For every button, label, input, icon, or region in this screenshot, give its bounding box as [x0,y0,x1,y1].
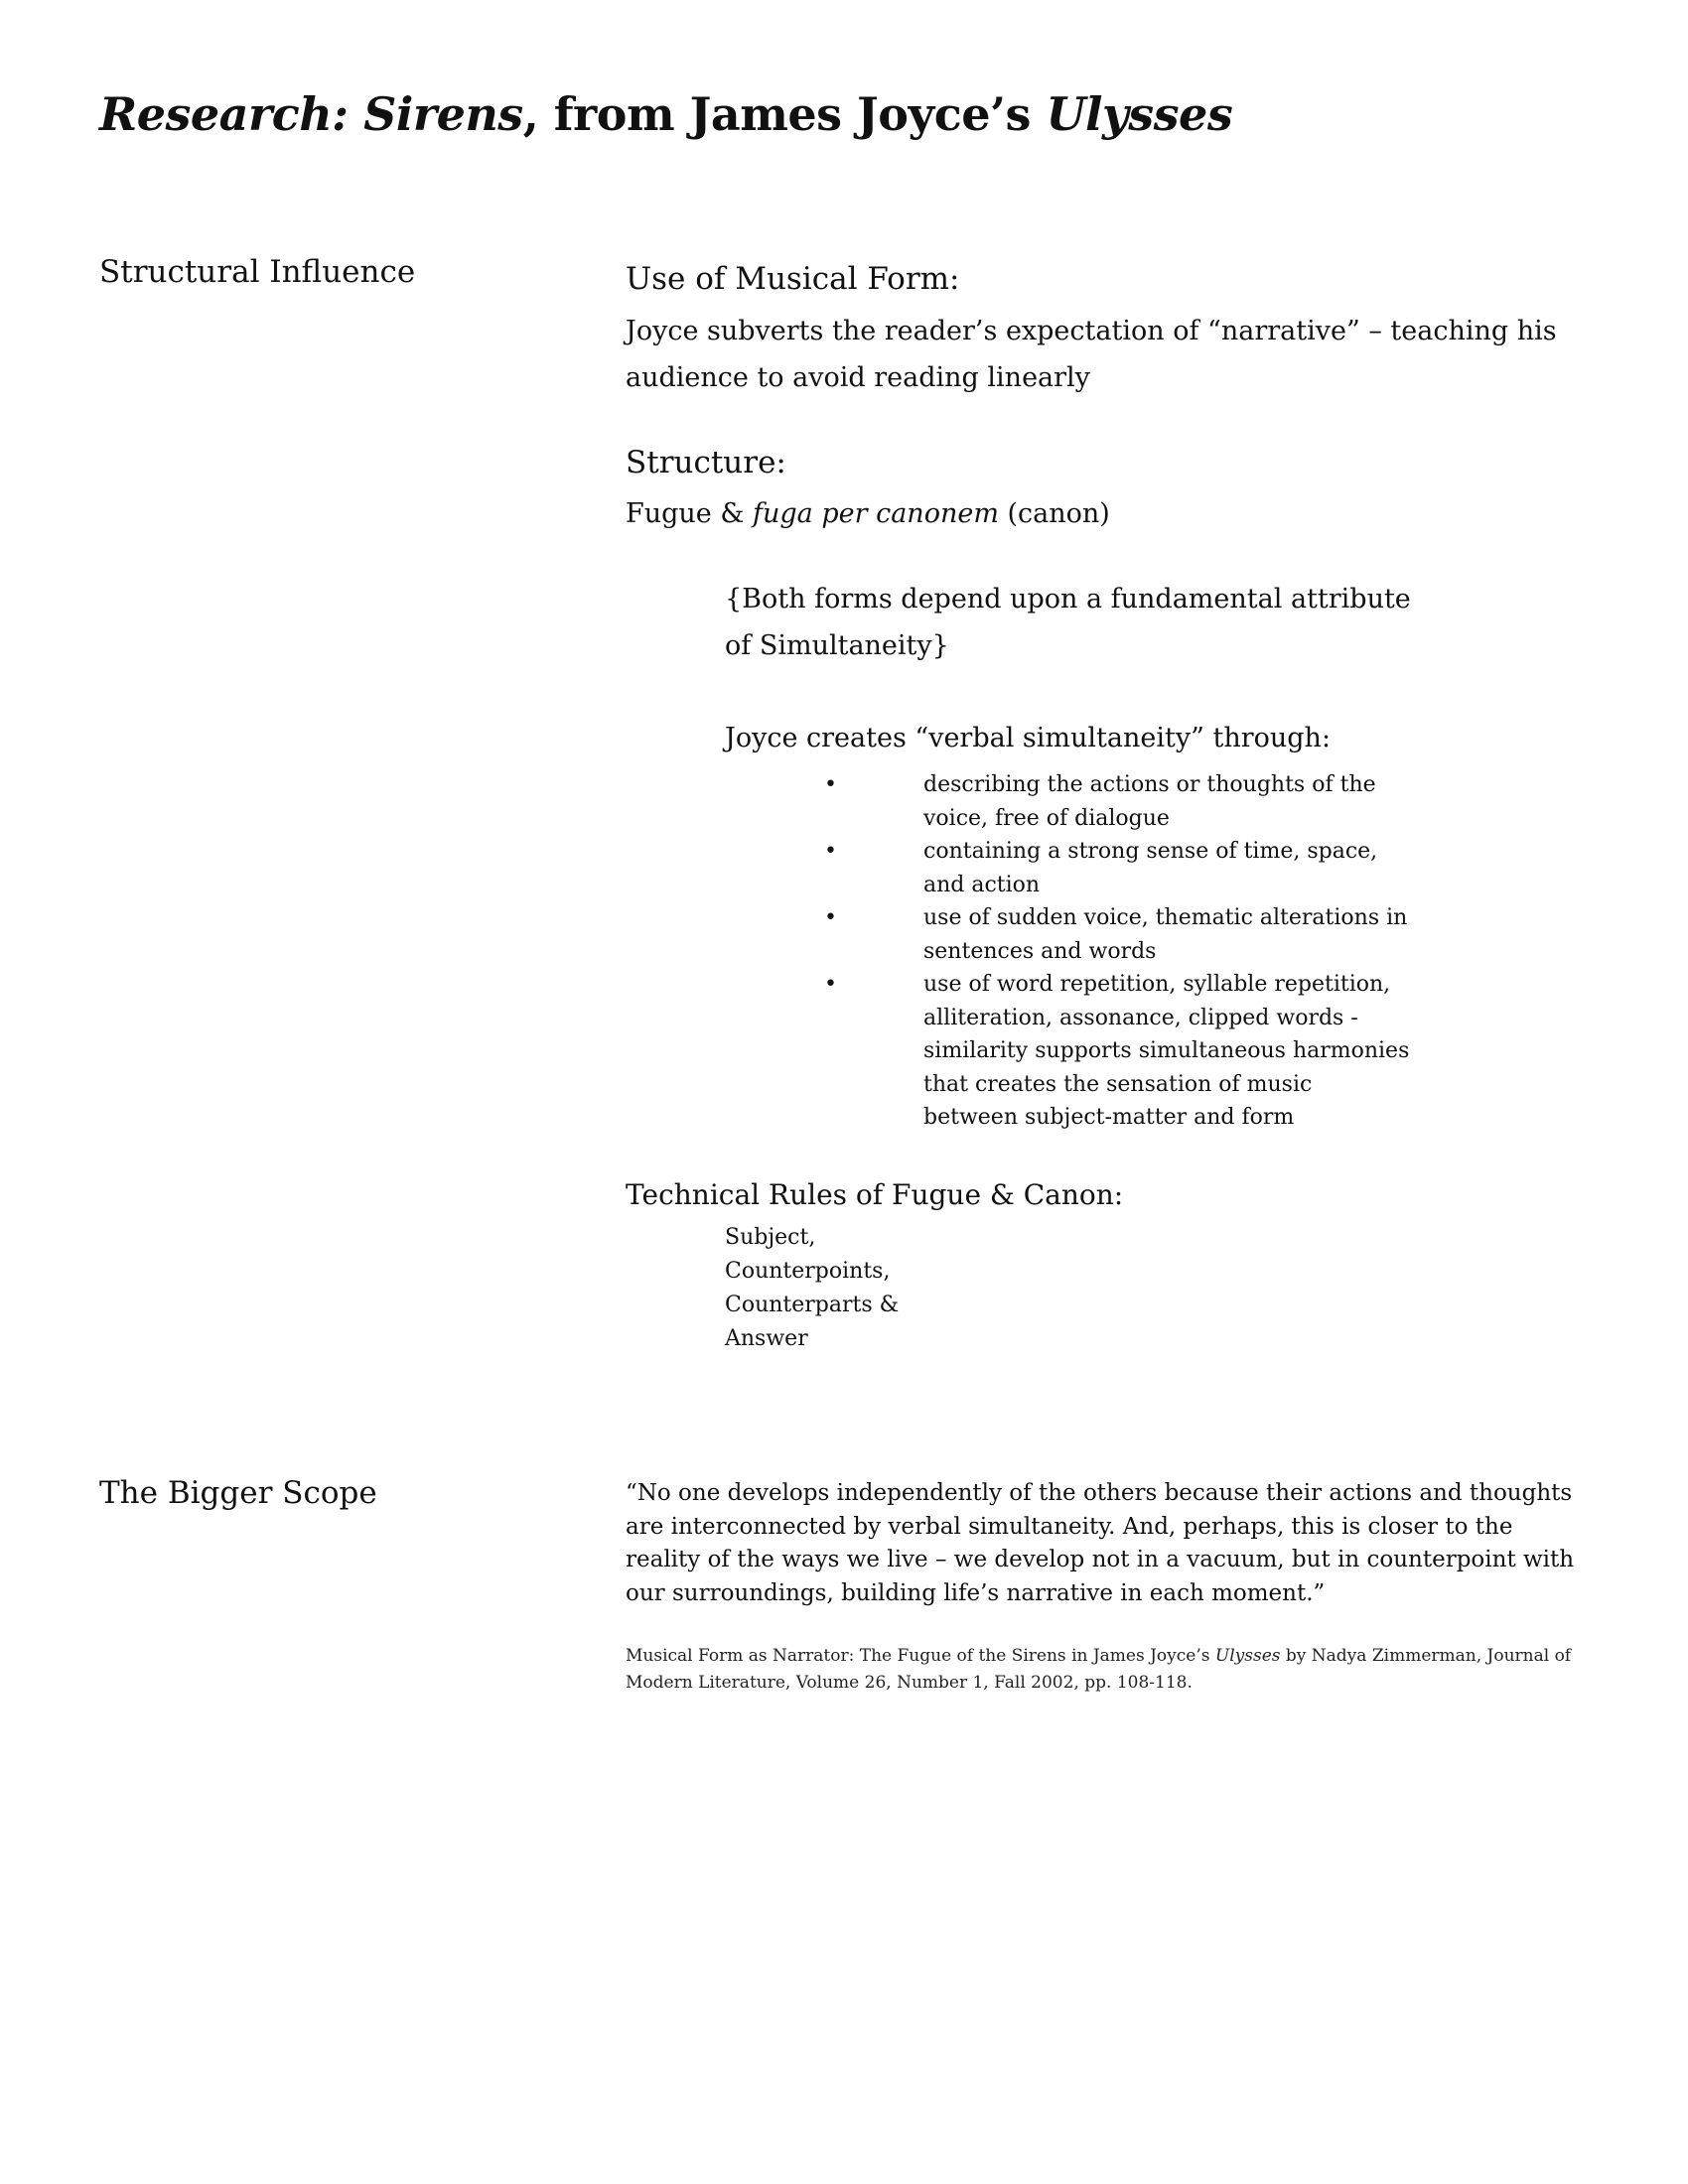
list-item-text: containing a strong sense of time, space, and action [923,839,1378,897]
list-item-text: describing the actions or thoughts of the voice, free of dialogue [923,772,1376,831]
citation-part3: by Nadya Zimmerman, Journal of Modern Literature, Volume 26, Number 1, Fall 2002, pp. 108-118. [626,1646,1572,1693]
list-item [824,968,1410,1135]
bullet-dot: • [824,972,837,997]
title-part-research: Research: [99,87,364,141]
structure-line-suffix: (canon) [998,498,1110,529]
list-item: Answer [725,1326,808,1351]
section-label-bigger-scope: The Bigger Scope [99,1475,377,1511]
page-title [99,87,1232,141]
musical-form-text: Joyce subverts the reader’s expectation of “narrative” – teaching his audience to avoid reading linearly [626,316,1557,393]
title-part-from: , from James Joyce’s [522,87,1047,141]
list-item-text: use of sudden voice, thematic alterations in sentences and words [923,905,1408,964]
quote-text: “No one develops independently of the others because their actions and thoughts are interconnected by verbal simultaneity. And, perhaps, this is closer to the reality of the ways we live – we develop not in a vacuum, but in counterpoint with our surroundings, building life’s narrative in each moment.” [626,1480,1575,1606]
heading-technical-rules: Technical Rules of Fugue & Canon: [626,1178,1124,1211]
technical-rules-list [725,1221,899,1356]
bullet-dot: • [824,839,837,864]
bullet-dot: • [824,905,837,930]
title-part-ulysses: Ulysses [1046,87,1233,141]
structure-line-italic: fuga per canonem [752,498,999,529]
citation [626,1643,1579,1697]
list-item: Subject, [725,1225,816,1250]
bullet-dot: • [824,772,837,797]
list-item: Counterparts & [725,1293,900,1317]
structure-line-prefix: Fugue & [626,498,753,529]
verbal-simultaneity-list [824,768,1410,1135]
list-item-text: use of word repetition, syllable repetition, alliteration, assonance, clipped words - similarity supports simultaneous harmonies that creates the sensation of music between subject-matter and form [923,972,1410,1130]
list-item: Counterpoints, [725,1259,891,1284]
structure-line [626,490,1110,537]
citation-part1: Musical Form as Narrator: The Fugue of the Sirens in James Joyce’s [626,1646,1215,1666]
verbal-simultaneity-intro: Joyce creates “verbal simultaneity” through: [725,723,1332,753]
section-label-structural: Structural Influence [99,254,416,290]
list-item [824,835,1410,901]
list-item [824,768,1410,835]
title-part-sirens: Sirens [363,87,523,141]
citation-italic: Ulysses [1214,1646,1281,1666]
simultaneity-note-line2: of Simultaneity} [725,630,949,661]
heading-musical-form: Use of Musical Form: [626,261,960,297]
list-item [824,901,1410,968]
simultaneity-note-line1: {Both forms depend upon a fundamental attribute [725,584,1411,614]
heading-structure: Structure: [626,445,786,480]
